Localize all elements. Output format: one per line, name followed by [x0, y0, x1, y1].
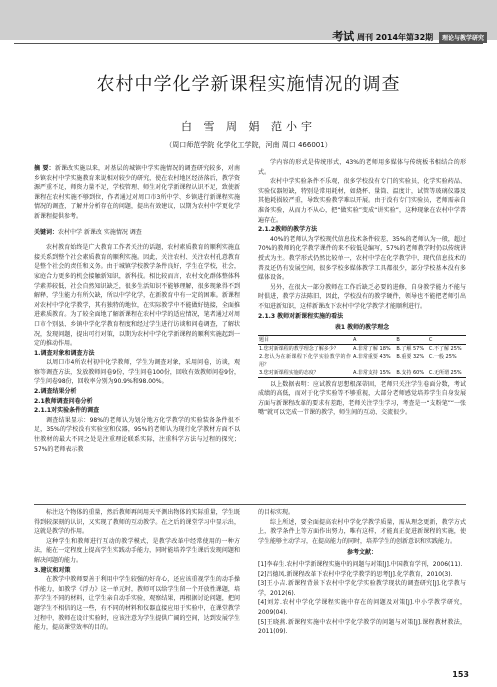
bottom-left-paragraph-3: 在教学中教师要善于利用中学生较强的好奇心，还应该重视学生的动手操作能力，如教学《浮力》这一单元时，教师可以给学生留一个开放性课题，培养学生不同的材料，让学生亲自动手实验，观察结果，再根据讨论问题，把问题学生不相信的这一些，有不同的材料和仪器直接应用于实验中，在课堂教学过程中，教师在设计实验时，应该注意为学生提供广阔的空间，达到发展学生能力，提高课堂效率的目的。 [34, 576, 240, 632]
table-cell: C.一般 25% [428, 353, 457, 360]
references-title: 参考文献： [346, 549, 377, 557]
bottom-right-paragraph-2: 综上所述，要全面提高农村中学化学教学质量，需从理念更新，教学方式上，教学条件上等方面作出努力，唯有这样，才能真正促进新课程的实施，使学生能够主动学习，在提高能力的同时，培养学生的创新意识和实践能力。 [258, 518, 466, 545]
table-header-cell: A [352, 335, 395, 344]
left-column [34, 158, 240, 454]
section-heading-2-1-1: 2.1.1对实验条件的调查 [34, 407, 100, 415]
bottom-left-column [34, 508, 240, 633]
table-cell: A.非常支持 15% [352, 369, 395, 378]
right-paragraph-4: 另外，在很大一部分教师在工作后缺乏必要的进修，自身教学能力不能与时俱进，教学方法陈旧，因此，学校没有的教学硬件，领导也不能把老师引出不知进新知识，这样新课改下农村中学化学教学才能顺利进行。 [258, 283, 466, 310]
table-row [258, 353, 466, 369]
bottom-left-paragraph-1: 标注这个物体的重量，然后教师再问用天平测出物体的实际重量，学生既得到较深刻的认识，又实现了教师的互动教学。在之后的课堂学习中显示出，这就是教学的作用。 [34, 509, 240, 536]
reference-item: [3]王小吉.新课程背景下农村中学化学实验教学现状的调查研究[J].化学教与学，2012(6). [258, 580, 466, 597]
reference-item: [4]刘芳.农村中学化学课程实施中存在的问题及对策[J].中小学教学研究，2009(04). [258, 599, 466, 616]
magazine-issue: 2014年第32期 [375, 33, 434, 42]
section-heading-3: 3.建议和对策 [34, 566, 71, 574]
abstract-label: 摘 要： [34, 165, 55, 172]
affiliation: （周口师范学院 化学化工学院，河南 周口 466001） [165, 141, 332, 149]
table-caption: 表1 教师的教学理念 [334, 324, 390, 332]
table-header-cell: C [428, 335, 466, 344]
table-cell: C.无所谓 25% [428, 369, 466, 378]
table-cell: B.了解 57% [396, 345, 425, 352]
keywords-label: 关键词： [34, 228, 59, 236]
magazine-sub: 周刊 [356, 33, 373, 42]
table-header-cell: 题目 [258, 335, 352, 344]
right-column [258, 158, 466, 418]
table-header-cell: B [395, 335, 428, 344]
table-cell: 2.您认为在新课程下化学实验教学的作用？ [259, 353, 351, 368]
table-cell: B.重要 32% [396, 353, 425, 360]
reference-item: [2]吕德凤.新课程改革下农村中学化学教学的思考[J].化学教育，2010(3). [258, 570, 453, 578]
survey-table [258, 335, 466, 378]
result-paragraph: 调查结果显示：98%的老师认为划分地方化学教学的实验装备条件很不足，35%的学校没有实验室和仪器，95%的老师认为现行化学教材方面不以往教材的最大不同之处是注重理论联系实际，注重科学方法与过程的探究；57%的老师表示教 [34, 416, 240, 453]
table-cell: A.非常了解 18% [353, 345, 391, 352]
abstract-text: 新课改实施以来，对基层的城镇中学实施情况的调查研究较多，对南乡镇农村中学实施教育来说相对较少的研究，使在农村地区经济落后，教学资源严重不足，师资力量不足，学校管理、师生对化学新课程认识不足，致使新课程在农村实施不够到位，作者通过对周口市3所中学、乡镇进行新课程实施情况的调查，了解并分析存在的问题，提出有效建议，以期为农村中学更化学新课程提供参考。 [34, 165, 240, 220]
article-title: 农村中学化学新课程实施情况的调查 [96, 74, 401, 95]
bottom-left-paragraph-2: 这种学生和教师进行互动的教学模式，是教学改革中经常使用的一种方法，能在一定程度上提高学生实践动手能力，同时能培养学生课后发现问题和解决问题的能力。 [34, 537, 240, 564]
table-row [258, 369, 466, 378]
page-number: 153 [452, 670, 469, 679]
table-header-row [258, 335, 466, 344]
section-heading-2-1-3: 2.1.3 教师对新课程实施的看法 [258, 312, 344, 320]
table-cell: 3.您对新课程实施的态度？ [258, 369, 352, 378]
section-heading-2-1-2: 2.1.2教师的教学方法 [258, 226, 318, 234]
keywords [34, 228, 240, 238]
section-heading-2-1: 2.1教师调查问卷分析 [34, 397, 93, 405]
table-cell: A.非常重要 43% [353, 353, 391, 360]
header-rule [14, 43, 483, 44]
abstract [34, 164, 240, 222]
table-row [258, 344, 466, 353]
table-cell: 1.您对新课程的教学理念了解多少？ [259, 345, 339, 352]
section-divider [34, 504, 466, 505]
right-paragraph-1: 学内容的形式是传统形式，43%的老师用多媒体与传统板书相结合的形式。 [258, 159, 466, 176]
keywords-text: 农村中学 新课改 实施情况 调查 [58, 228, 142, 236]
right-paragraph-5: 以上数据表明：应试教育思想根深蒂固，老师只关注学生卷面分数，考试成绩的高低，而对于化学实验等不够重视，大部分老师感觉培养学生自身发展方面与新课程改革的要求有差距，老师关注学生学习，考查是一“支粉笔”“一张嘴”就可以完成一节课的教学，师生间的互动、交流很少。 [258, 380, 466, 417]
bottom-right-paragraph-1: 的目标实现。 [258, 509, 295, 516]
author-line: 白 雪 周 娟 范小宇 [181, 120, 316, 133]
method-paragraph: 以周口市4所农村初中化学教师，学生为调查对象，采用问卷，访谈，观察等调查方法，发放教师问卷9份，学生问卷100份，回收有效教师问卷9份，学生问卷98份，回收率分别为90.9%和98.00%。 [34, 359, 240, 386]
intro-paragraph: 农村教育始终是广大教育工作者关注的话题，农村素质教育的顺利实施直接关系到整个社会素质教育的顺利实施。因此，关注农村、关注农村孔意教育是整个社会的责任和义务。由于城镇学校教学条件良好，学生在学校，社会，家庭合力更多的机会接触新知识，新科技。相比较而言，农村文化群体整体科学素养较低，社会自然知识缺乏，很多生活知识不能够理解，很多现象得不到解释，学生能力有所欠缺，所以中学化学，在新教育中有一定的困难。新课程对农村中学化学教学，其有独特的地位，在实际教学中不能做好链接，全面推进素质教育。为了较全面地了解新课程在农村中学的适应情况，笔者通过对周口市个别县、乡镇中学化学教育程度和经过学生进行访谈和问卷调查，了解状况，发现问题，提出可行对策，以期为农村中学化学新课程的顺利实施起到一定的推动作用。 [34, 244, 240, 348]
right-paragraph-2: 农村中学实验条件不乐观，很多学校没有专门的实验员，化学实验药品、实验仪器短缺，特别是常用耗材，如烧杯、量筒、温度计，试管等玻璃仪器及其他耗损较严重，导致实验教学难以开展。由于没有专门实验员，老师需亲自准备实验，从而力不从心，把“做实验”变成“讲实验”，这种现象在农村中学普遍存在。 [258, 178, 466, 224]
section-heading-1: 1.调查对象和调查方法 [34, 349, 95, 357]
bottom-right-column [258, 508, 466, 637]
magazine-header [332, 28, 487, 44]
reference-item: [5]王晓燕.新课程实施中农村中学化学教学的问题与对策[J].课程教材教法，2011(09). [258, 618, 466, 636]
column-badge: 理论与教学研究 [439, 32, 487, 43]
table-cell: B.支持 60% [395, 369, 428, 378]
table-cell: C.不了解 25% [428, 345, 462, 352]
section-heading-2: 2.调查结果分析 [34, 388, 77, 396]
right-paragraph-3: 40%的老师认为学校现代信息技术条件较差，35%的老师认为一般，超过70%的教师的化学教学课件的来不较低是编写，57%的老师教学时仍以传统讲授式为主。教学形式仍然比较单一，农村中学在化学教学中，现代信息技术的普及还仍有发展空间，很多学校多媒体教学工具都很少，部分学校基本没有多媒体设备。 [258, 235, 466, 282]
reference-item: [1]李春生.农村中学新课程实施中的问题与对策[J].中国教育学刊，2006(11). [258, 560, 463, 568]
magazine-brand: 考试 [332, 30, 355, 43]
